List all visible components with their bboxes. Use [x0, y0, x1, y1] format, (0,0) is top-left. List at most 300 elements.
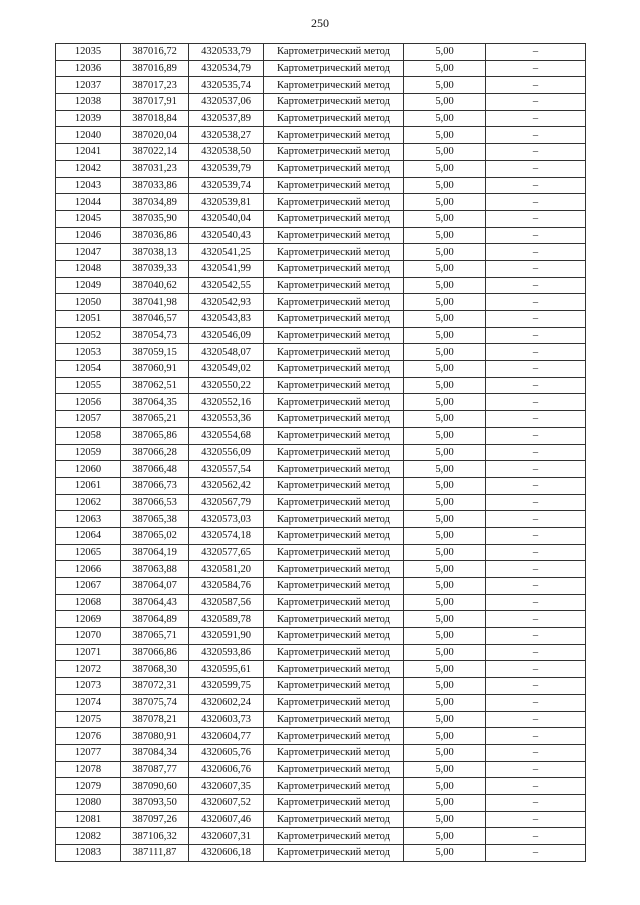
cell-x: 387064,43: [121, 594, 189, 611]
cell-point: 12069: [56, 611, 121, 628]
cell-point: 12079: [56, 778, 121, 795]
table-row: [56, 594, 586, 611]
cell-error: 5,00: [404, 427, 486, 444]
cell-x: 387097,26: [121, 811, 189, 828]
cell-y: 4320539,79: [189, 160, 264, 177]
table-row: [56, 60, 586, 77]
cell-point: 12072: [56, 661, 121, 678]
cell-y: 4320556,09: [189, 444, 264, 461]
cell-y: 4320607,35: [189, 778, 264, 795]
table-row: [56, 678, 586, 695]
table-row: [56, 527, 586, 544]
cell-x: 387087,77: [121, 761, 189, 778]
cell-error: 5,00: [404, 494, 486, 511]
cell-note: –: [486, 361, 586, 378]
table-row: [56, 661, 586, 678]
cell-error: 5,00: [404, 144, 486, 161]
cell-method: Картометрический метод: [264, 828, 404, 845]
cell-note: –: [486, 778, 586, 795]
cell-y: 4320543,83: [189, 311, 264, 328]
table-row: [56, 611, 586, 628]
table-row: [56, 845, 586, 862]
cell-x: 387075,74: [121, 694, 189, 711]
cell-error: 5,00: [404, 444, 486, 461]
cell-method: Картометрический метод: [264, 294, 404, 311]
cell-method: Картометрический метод: [264, 277, 404, 294]
cell-x: 387064,35: [121, 394, 189, 411]
cell-note: –: [486, 294, 586, 311]
cell-method: Картометрический метод: [264, 561, 404, 578]
cell-method: Картометрический метод: [264, 177, 404, 194]
cell-point: 12070: [56, 628, 121, 645]
cell-point: 12044: [56, 194, 121, 211]
cell-note: –: [486, 394, 586, 411]
cell-note: –: [486, 761, 586, 778]
cell-point: 12056: [56, 394, 121, 411]
cell-method: Картометрический метод: [264, 361, 404, 378]
cell-method: Картометрический метод: [264, 194, 404, 211]
cell-method: Картометрический метод: [264, 694, 404, 711]
table-row: [56, 394, 586, 411]
cell-x: 387033,86: [121, 177, 189, 194]
cell-note: –: [486, 845, 586, 862]
cell-note: –: [486, 144, 586, 161]
cell-error: 5,00: [404, 794, 486, 811]
cell-point: 12082: [56, 828, 121, 845]
cell-y: 4320533,79: [189, 44, 264, 61]
cell-point: 12051: [56, 311, 121, 328]
cell-y: 4320607,46: [189, 811, 264, 828]
table-row: [56, 277, 586, 294]
cell-method: Картометрический метод: [264, 127, 404, 144]
table-row: [56, 461, 586, 478]
cell-method: Картометрический метод: [264, 110, 404, 127]
cell-error: 5,00: [404, 244, 486, 261]
cell-y: 4320552,16: [189, 394, 264, 411]
cell-y: 4320554,68: [189, 427, 264, 444]
cell-method: Картометрический метод: [264, 744, 404, 761]
cell-error: 5,00: [404, 110, 486, 127]
cell-y: 4320542,55: [189, 277, 264, 294]
cell-note: –: [486, 628, 586, 645]
cell-note: –: [486, 511, 586, 528]
cell-note: –: [486, 44, 586, 61]
cell-method: Картометрический метод: [264, 427, 404, 444]
cell-y: 4320538,50: [189, 144, 264, 161]
cell-method: Картометрический метод: [264, 461, 404, 478]
cell-note: –: [486, 94, 586, 111]
cell-method: Картометрический метод: [264, 611, 404, 628]
cell-point: 12075: [56, 711, 121, 728]
cell-note: –: [486, 661, 586, 678]
cell-y: 4320549,02: [189, 361, 264, 378]
cell-y: 4320534,79: [189, 60, 264, 77]
cell-x: 387078,21: [121, 711, 189, 728]
cell-y: 4320574,18: [189, 527, 264, 544]
cell-method: Картометрический метод: [264, 444, 404, 461]
cell-y: 4320557,54: [189, 461, 264, 478]
cell-error: 5,00: [404, 728, 486, 745]
cell-error: 5,00: [404, 561, 486, 578]
cell-note: –: [486, 127, 586, 144]
cell-y: 4320593,86: [189, 644, 264, 661]
cell-x: 387072,31: [121, 678, 189, 695]
cell-y: 4320607,31: [189, 828, 264, 845]
cell-point: 12068: [56, 594, 121, 611]
cell-note: –: [486, 77, 586, 94]
cell-method: Картометрический метод: [264, 227, 404, 244]
cell-x: 387065,86: [121, 427, 189, 444]
cell-method: Картометрический метод: [264, 77, 404, 94]
cell-y: 4320540,04: [189, 210, 264, 227]
cell-point: 12047: [56, 244, 121, 261]
cell-error: 5,00: [404, 394, 486, 411]
cell-note: –: [486, 744, 586, 761]
table-row: [56, 44, 586, 61]
cell-y: 4320581,20: [189, 561, 264, 578]
cell-x: 387018,84: [121, 110, 189, 127]
cell-y: 4320541,99: [189, 260, 264, 277]
table-row: [56, 260, 586, 277]
cell-method: Картометрический метод: [264, 678, 404, 695]
cell-y: 4320537,89: [189, 110, 264, 127]
cell-note: –: [486, 794, 586, 811]
cell-y: 4320546,09: [189, 327, 264, 344]
cell-error: 5,00: [404, 477, 486, 494]
table-row: [56, 794, 586, 811]
cell-method: Картометрический метод: [264, 144, 404, 161]
table-row: [56, 694, 586, 711]
cell-error: 5,00: [404, 811, 486, 828]
table-row: [56, 761, 586, 778]
cell-error: 5,00: [404, 761, 486, 778]
cell-y: 4320539,81: [189, 194, 264, 211]
cell-note: –: [486, 728, 586, 745]
cell-error: 5,00: [404, 77, 486, 94]
cell-method: Картометрический метод: [264, 761, 404, 778]
cell-error: 5,00: [404, 344, 486, 361]
cell-error: 5,00: [404, 160, 486, 177]
cell-x: 387093,50: [121, 794, 189, 811]
cell-point: 12035: [56, 44, 121, 61]
cell-method: Картометрический метод: [264, 160, 404, 177]
cell-x: 387066,28: [121, 444, 189, 461]
cell-y: 4320550,22: [189, 377, 264, 394]
table-row: [56, 511, 586, 528]
cell-x: 387034,89: [121, 194, 189, 211]
cell-note: –: [486, 377, 586, 394]
cell-point: 12053: [56, 344, 121, 361]
table-row: [56, 811, 586, 828]
cell-x: 387046,57: [121, 311, 189, 328]
cell-point: 12058: [56, 427, 121, 444]
cell-note: –: [486, 110, 586, 127]
cell-method: Картометрический метод: [264, 728, 404, 745]
cell-note: –: [486, 311, 586, 328]
cell-y: 4320607,52: [189, 794, 264, 811]
cell-y: 4320589,78: [189, 611, 264, 628]
cell-note: –: [486, 411, 586, 428]
cell-y: 4320599,75: [189, 678, 264, 695]
cell-note: –: [486, 678, 586, 695]
cell-x: 387084,34: [121, 744, 189, 761]
table-row: [56, 477, 586, 494]
cell-point: 12038: [56, 94, 121, 111]
cell-point: 12061: [56, 477, 121, 494]
cell-y: 4320606,76: [189, 761, 264, 778]
cell-y: 4320605,76: [189, 744, 264, 761]
cell-point: 12071: [56, 644, 121, 661]
cell-error: 5,00: [404, 778, 486, 795]
cell-y: 4320562,42: [189, 477, 264, 494]
cell-method: Картометрический метод: [264, 527, 404, 544]
cell-point: 12065: [56, 544, 121, 561]
cell-error: 5,00: [404, 277, 486, 294]
cell-x: 387016,89: [121, 60, 189, 77]
cell-x: 387041,98: [121, 294, 189, 311]
cell-note: –: [486, 260, 586, 277]
table-row: [56, 828, 586, 845]
cell-y: 4320602,24: [189, 694, 264, 711]
cell-note: –: [486, 194, 586, 211]
table-row: [56, 444, 586, 461]
cell-x: 387017,23: [121, 77, 189, 94]
cell-y: 4320537,06: [189, 94, 264, 111]
cell-x: 387065,21: [121, 411, 189, 428]
cell-note: –: [486, 477, 586, 494]
cell-point: 12074: [56, 694, 121, 711]
table-row: [56, 244, 586, 261]
cell-y: 4320595,61: [189, 661, 264, 678]
cell-x: 387066,73: [121, 477, 189, 494]
cell-point: 12050: [56, 294, 121, 311]
table-row: [56, 344, 586, 361]
cell-error: 5,00: [404, 544, 486, 561]
cell-note: –: [486, 561, 586, 578]
cell-y: 4320567,79: [189, 494, 264, 511]
cell-method: Картометрический метод: [264, 311, 404, 328]
table-row: [56, 227, 586, 244]
cell-note: –: [486, 444, 586, 461]
cell-point: 12080: [56, 794, 121, 811]
cell-y: 4320548,07: [189, 344, 264, 361]
cell-point: 12081: [56, 811, 121, 828]
cell-error: 5,00: [404, 227, 486, 244]
cell-note: –: [486, 427, 586, 444]
cell-x: 387022,14: [121, 144, 189, 161]
cell-y: 4320539,74: [189, 177, 264, 194]
cell-point: 12043: [56, 177, 121, 194]
cell-note: –: [486, 177, 586, 194]
cell-point: 12041: [56, 144, 121, 161]
table-row: [56, 778, 586, 795]
table-row: [56, 127, 586, 144]
table-row: [56, 361, 586, 378]
cell-note: –: [486, 544, 586, 561]
table-row: [56, 744, 586, 761]
cell-y: 4320591,90: [189, 628, 264, 645]
cell-method: Картометрический метод: [264, 845, 404, 862]
cell-x: 387017,91: [121, 94, 189, 111]
table-row: [56, 561, 586, 578]
cell-note: –: [486, 244, 586, 261]
table-row: [56, 377, 586, 394]
cell-method: Картометрический метод: [264, 94, 404, 111]
table-row: [56, 294, 586, 311]
cell-note: –: [486, 277, 586, 294]
cell-error: 5,00: [404, 294, 486, 311]
cell-method: Картометрический метод: [264, 344, 404, 361]
cell-note: –: [486, 828, 586, 845]
cell-point: 12063: [56, 511, 121, 528]
cell-error: 5,00: [404, 194, 486, 211]
cell-y: 4320577,65: [189, 544, 264, 561]
cell-point: 12042: [56, 160, 121, 177]
cell-y: 4320540,43: [189, 227, 264, 244]
cell-error: 5,00: [404, 628, 486, 645]
table-row: [56, 194, 586, 211]
cell-error: 5,00: [404, 361, 486, 378]
coordinates-table: [55, 43, 586, 862]
cell-y: 4320587,56: [189, 594, 264, 611]
cell-note: –: [486, 461, 586, 478]
cell-point: 12057: [56, 411, 121, 428]
cell-note: –: [486, 210, 586, 227]
cell-note: –: [486, 611, 586, 628]
cell-y: 4320538,27: [189, 127, 264, 144]
cell-y: 4320535,74: [189, 77, 264, 94]
cell-method: Картометрический метод: [264, 377, 404, 394]
cell-method: Картометрический метод: [264, 60, 404, 77]
table-row: [56, 628, 586, 645]
cell-x: 387064,19: [121, 544, 189, 561]
cell-point: 12064: [56, 527, 121, 544]
table-row: [56, 544, 586, 561]
cell-error: 5,00: [404, 94, 486, 111]
cell-method: Картометрический метод: [264, 778, 404, 795]
cell-x: 387066,48: [121, 461, 189, 478]
table-row: [56, 644, 586, 661]
cell-method: Картометрический метод: [264, 244, 404, 261]
cell-method: Картометрический метод: [264, 644, 404, 661]
cell-point: 12048: [56, 260, 121, 277]
cell-error: 5,00: [404, 127, 486, 144]
cell-method: Картометрический метод: [264, 494, 404, 511]
cell-error: 5,00: [404, 511, 486, 528]
cell-x: 387039,33: [121, 260, 189, 277]
cell-error: 5,00: [404, 828, 486, 845]
cell-note: –: [486, 594, 586, 611]
cell-error: 5,00: [404, 694, 486, 711]
cell-point: 12049: [56, 277, 121, 294]
table-row: [56, 427, 586, 444]
cell-error: 5,00: [404, 711, 486, 728]
cell-x: 387031,23: [121, 160, 189, 177]
cell-x: 387040,62: [121, 277, 189, 294]
coordinates-table-body: [56, 44, 586, 862]
cell-x: 387106,32: [121, 828, 189, 845]
cell-y: 4320541,25: [189, 244, 264, 261]
table-row: [56, 494, 586, 511]
cell-note: –: [486, 711, 586, 728]
table-row: [56, 177, 586, 194]
cell-error: 5,00: [404, 44, 486, 61]
cell-x: 387059,15: [121, 344, 189, 361]
table-row: [56, 210, 586, 227]
cell-note: –: [486, 578, 586, 595]
table-row: [56, 728, 586, 745]
cell-point: 12083: [56, 845, 121, 862]
cell-point: 12054: [56, 361, 121, 378]
cell-point: 12040: [56, 127, 121, 144]
cell-point: 12052: [56, 327, 121, 344]
cell-note: –: [486, 694, 586, 711]
cell-method: Картометрический метод: [264, 210, 404, 227]
cell-x: 387064,07: [121, 578, 189, 595]
cell-y: 4320604,77: [189, 728, 264, 745]
cell-y: 4320553,36: [189, 411, 264, 428]
cell-x: 387016,72: [121, 44, 189, 61]
cell-point: 12076: [56, 728, 121, 745]
cell-method: Картометрический метод: [264, 578, 404, 595]
cell-error: 5,00: [404, 594, 486, 611]
cell-y: 4320573,03: [189, 511, 264, 528]
cell-method: Картометрический метод: [264, 711, 404, 728]
cell-point: 12078: [56, 761, 121, 778]
table-row: [56, 327, 586, 344]
cell-error: 5,00: [404, 210, 486, 227]
table-row: [56, 711, 586, 728]
cell-method: Картометрический метод: [264, 794, 404, 811]
cell-x: 387054,73: [121, 327, 189, 344]
cell-point: 12067: [56, 578, 121, 595]
cell-error: 5,00: [404, 578, 486, 595]
cell-x: 387038,13: [121, 244, 189, 261]
cell-method: Картометрический метод: [264, 260, 404, 277]
table-row: [56, 578, 586, 595]
cell-error: 5,00: [404, 60, 486, 77]
cell-note: –: [486, 327, 586, 344]
cell-x: 387060,91: [121, 361, 189, 378]
cell-error: 5,00: [404, 377, 486, 394]
cell-point: 12055: [56, 377, 121, 394]
cell-method: Картометрический метод: [264, 661, 404, 678]
cell-method: Картометрический метод: [264, 44, 404, 61]
cell-point: 12036: [56, 60, 121, 77]
cell-error: 5,00: [404, 678, 486, 695]
cell-point: 12039: [56, 110, 121, 127]
table-row: [56, 160, 586, 177]
cell-point: 12059: [56, 444, 121, 461]
cell-x: 387065,71: [121, 628, 189, 645]
cell-note: –: [486, 60, 586, 77]
cell-y: 4320542,93: [189, 294, 264, 311]
cell-point: 12066: [56, 561, 121, 578]
cell-error: 5,00: [404, 611, 486, 628]
cell-method: Картометрический метод: [264, 811, 404, 828]
cell-x: 387066,53: [121, 494, 189, 511]
cell-error: 5,00: [404, 644, 486, 661]
cell-x: 387035,90: [121, 210, 189, 227]
cell-note: –: [486, 160, 586, 177]
cell-x: 387111,87: [121, 845, 189, 862]
cell-error: 5,00: [404, 411, 486, 428]
cell-x: 387065,02: [121, 527, 189, 544]
table-row: [56, 411, 586, 428]
cell-point: 12037: [56, 77, 121, 94]
cell-note: –: [486, 494, 586, 511]
cell-error: 5,00: [404, 327, 486, 344]
